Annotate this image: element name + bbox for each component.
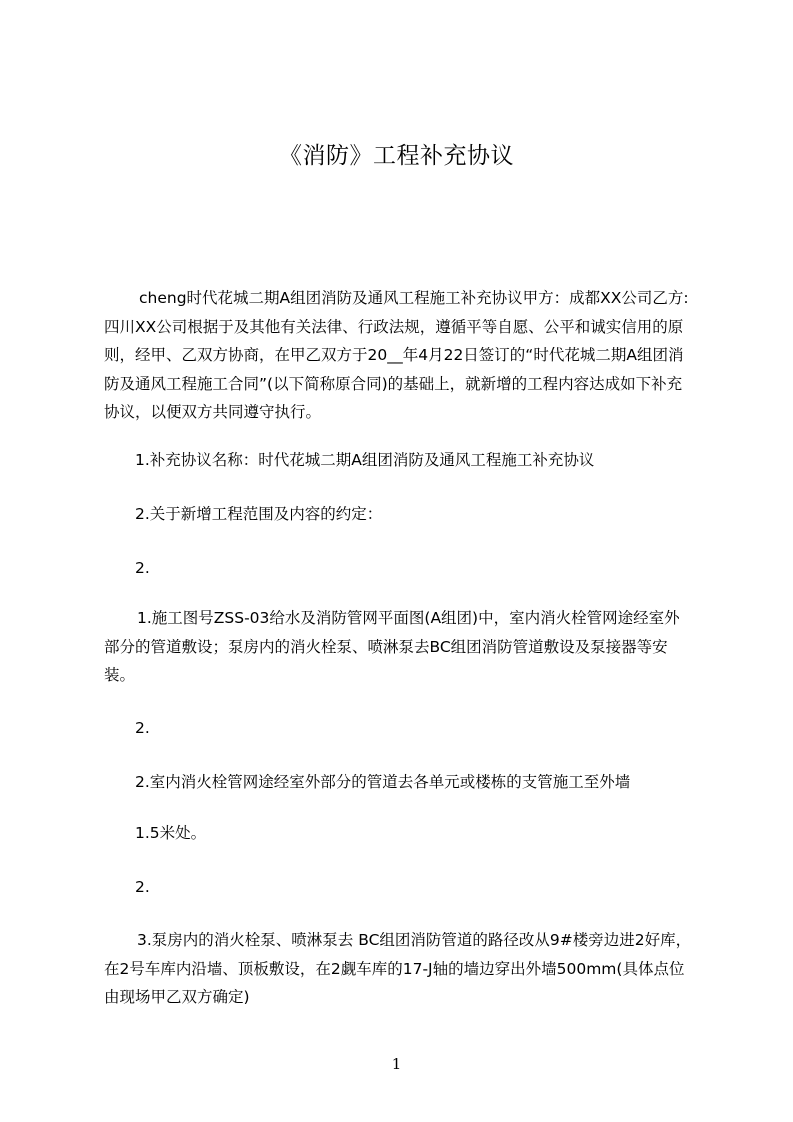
paragraph-section-number: 2. (135, 719, 150, 737)
paragraph-scope-heading: 2.关于新增工程范围及内容的约定： (135, 505, 383, 523)
document-title: 《消防》工程补充协议 (279, 143, 514, 169)
paragraph-agreement-name: 1.补充协议名称：时代花城二期A组团消防及通风工程施工补充协议 (135, 451, 595, 469)
paragraph-intro: cheng时代花城二期A组团消防及通风工程施工补充协议甲方：成都XX公司乙方:四川XX公司根据于及其他有关法律、行政法规，遵循平等自愿、公平和诚实信用的原则，经甲、乙双方协商，在甲乙双方于20__年4月22日签订的“时代花城二期A组团消防及通风工程施工合同”(以下简称原合同)的基础上，就新增的工程内容达成如下补充协议，以便双方共同遵守执行。 (104, 289, 689, 421)
paragraph-item-2: 2.室内消火栓管网途经室外部分的管道去各单元或楼栋的支管施工至外墙 (135, 773, 631, 791)
paragraph-section-number: 2. (135, 559, 150, 577)
paragraph-section-number: 2. (135, 878, 150, 896)
paragraph-item-1: 1.施工图号ZSS-03给水及消防管网平面图(A组团)中，室内消火栓管网途经室外部分的管道敷设；泵房内的消火栓泵、喷淋泵去BC组团消防管道敷设及泵接器等安装。 (104, 609, 680, 684)
paragraph-item-2-continued: 1.5米处。 (135, 824, 207, 842)
paragraph-item-3: 3.泵房内的消火栓泵、喷淋泵去 BC组团消防管道的路径改从9#楼旁边进2好库，在2号车库内沿墙、顶板敷设，在2觑车库的17-J轴的墙边穿出外墙500mm(具体点位由现场甲乙双方确定) (104, 931, 692, 1006)
page-number: 1 (391, 1055, 402, 1073)
